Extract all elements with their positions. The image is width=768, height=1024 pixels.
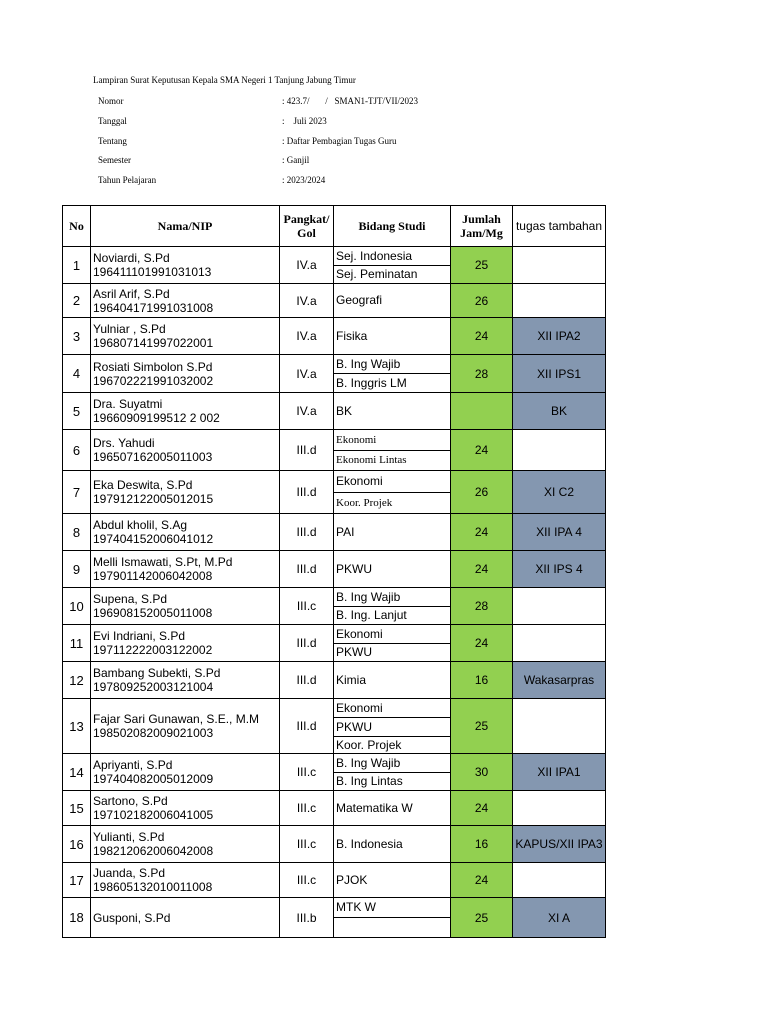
column-header-bidang: Bidang Studi (334, 206, 451, 247)
teacher-nip: 197112222003122002 (93, 643, 213, 657)
pangkat-gol: IV.a (280, 393, 334, 430)
header-field-label: Semester (98, 155, 131, 165)
table-row (63, 791, 606, 826)
jumlah-jam: 24 (451, 430, 513, 471)
teacher-name-cell (91, 318, 280, 355)
teacher-name: Drs. Yahudi (93, 436, 155, 450)
column-header-nama: Nama/NIP (91, 206, 280, 247)
teacher-name-cell (91, 284, 280, 318)
bidang-studi-item: PKWU (334, 718, 450, 737)
jumlah-jam: 24 (451, 625, 513, 662)
column-header-pangkat: Pangkat/ Gol (280, 206, 334, 247)
teacher-name: Supena, S.Pd (93, 592, 168, 606)
table-header-row (63, 206, 606, 247)
column-header-no: No (63, 206, 91, 247)
teacher-name: Asril Arif, S.Pd (93, 286, 170, 301)
pangkat-gol: III.b (280, 898, 334, 938)
teacher-name: Gusponi, S.Pd (93, 910, 171, 925)
header-field-label: Nomor (98, 96, 124, 106)
pangkat-gol: III.d (280, 625, 334, 662)
table-row (63, 699, 606, 754)
tugas-tambahan: XII IPA1 (513, 754, 606, 791)
table-row (63, 284, 606, 318)
teacher-name: Rosiati Simbolon S.Pd (93, 359, 213, 374)
teacher-name: Yulianti, S.Pd (93, 830, 165, 844)
bidang-studi-cell (334, 284, 451, 318)
pangkat-gol: III.d (280, 699, 334, 754)
bidang-studi-cell (334, 514, 451, 551)
table-row (63, 898, 606, 938)
teacher-nip: 197404152006041012 (93, 532, 214, 546)
row-number: 5 (63, 393, 91, 430)
row-number: 17 (63, 863, 91, 898)
table-row (63, 355, 606, 393)
jumlah-jam: 26 (451, 471, 513, 514)
teacher-name-cell (91, 551, 280, 588)
column-header-tugas: tugas tambahan (513, 206, 606, 247)
bidang-studi-item: BK (336, 404, 353, 418)
teacher-name-cell (91, 588, 280, 625)
table-row (63, 430, 606, 471)
row-number: 12 (63, 662, 91, 699)
bidang-studi-item (334, 918, 450, 937)
row-number: 4 (63, 355, 91, 393)
teacher-nip: 198502082009021003 (93, 726, 214, 740)
teacher-table-wrapper (62, 205, 606, 947)
bidang-studi-item: B. Ing Wajib (334, 588, 450, 607)
teacher-name-cell (91, 863, 280, 898)
teacher-nip: 197404082005012009 (93, 772, 214, 786)
tugas-tambahan: XI A (513, 898, 606, 938)
bidang-studi-item: Sej. Indonesia (334, 247, 450, 266)
bidang-studi-item: B. Ing Wajib (334, 754, 450, 773)
row-number: 18 (63, 898, 91, 938)
bidang-studi-cell (334, 471, 451, 514)
bidang-studi-cell (334, 791, 451, 826)
tugas-tambahan (513, 625, 606, 662)
pangkat-gol: IV.a (280, 318, 334, 355)
teacher-nip: 196908152005011008 (93, 606, 213, 620)
tugas-tambahan: XII IPS1 (513, 355, 606, 393)
header-field-value: : Daftar Pembagian Tugas Guru (282, 136, 397, 146)
tugas-tambahan: XII IPA2 (513, 318, 606, 355)
teacher-name-cell (91, 514, 280, 551)
bidang-studi-item: B. Inggris LM (336, 376, 407, 390)
pangkat-gol: III.d (280, 514, 334, 551)
teacher-name: Juanda, S.Pd (93, 866, 166, 880)
bidang-studi-cell (334, 588, 451, 625)
jumlah-jam (451, 393, 513, 430)
jumlah-jam: 24 (451, 318, 513, 355)
teacher-name: Fajar Sari Gunawan, S.E., M.M (93, 712, 260, 726)
bidang-studi-cell (334, 898, 451, 938)
bidang-studi-item: B. Indonesia (336, 837, 403, 851)
teacher-name: Noviardi, S.Pd (93, 251, 170, 265)
bidang-studi-cell (334, 247, 451, 284)
row-number: 11 (63, 625, 91, 662)
bidang-studi-cell (334, 625, 451, 662)
tugas-tambahan: XI C2 (513, 471, 606, 514)
table-row (63, 754, 606, 791)
tugas-tambahan: BK (513, 393, 606, 430)
table-row (63, 514, 606, 551)
table-row (63, 625, 606, 662)
teacher-nip: 196807141997022001 (93, 336, 214, 350)
bidang-studi-item: Fisika (336, 329, 368, 343)
bidang-studi-item: B. Ing. Lanjut (336, 608, 407, 622)
bidang-studi-item: PKWU (336, 562, 372, 576)
pangkat-gol: IV.a (280, 247, 334, 284)
teacher-nip: 196411101991031013 (93, 265, 212, 279)
row-number: 14 (63, 754, 91, 791)
bidang-studi-item: Ekonomi (334, 625, 450, 644)
jumlah-jam: 25 (451, 898, 513, 938)
row-number: 2 (63, 284, 91, 318)
bidang-studi-item: Ekonomi Lintas (336, 454, 407, 466)
pangkat-gol: III.c (280, 791, 334, 826)
jumlah-jam: 24 (451, 791, 513, 826)
teacher-name-cell (91, 754, 280, 791)
pangkat-gol: III.c (280, 588, 334, 625)
bidang-studi-item: B. Ing Wajib (334, 355, 450, 374)
row-number: 10 (63, 588, 91, 625)
teacher-nip: 19660909199512 2 002 (93, 411, 220, 425)
teacher-nip: 196702221991032002 (93, 373, 214, 388)
table-row (63, 662, 606, 699)
bidang-studi-item: PJOK (336, 873, 368, 887)
teacher-assignment-table (62, 205, 606, 938)
row-number: 1 (63, 247, 91, 284)
header-field-value: : 2023/2024 (282, 175, 326, 185)
row-number: 16 (63, 826, 91, 863)
tugas-tambahan (513, 430, 606, 471)
bidang-studi-item: Ekonomi (334, 699, 450, 718)
teacher-name: Evi Indriani, S.Pd (93, 629, 186, 643)
bidang-studi-item: Sej. Peminatan (336, 267, 418, 281)
tugas-tambahan: XII IPS 4 (513, 551, 606, 588)
row-number: 13 (63, 699, 91, 754)
row-number: 7 (63, 471, 91, 514)
teacher-name-cell (91, 826, 280, 863)
row-number: 6 (63, 430, 91, 471)
jumlah-jam: 25 (451, 247, 513, 284)
teacher-nip: 196507162005011003 (93, 450, 213, 464)
tugas-tambahan (513, 863, 606, 898)
teacher-name-cell (91, 699, 280, 754)
teacher-name-cell (91, 898, 280, 938)
jumlah-jam: 30 (451, 754, 513, 791)
header-title: Lampiran Surat Keputusan Kepala SMA Negeri 1 Tanjung Jabung Timur (93, 75, 356, 85)
row-number: 9 (63, 551, 91, 588)
bidang-studi-cell (334, 430, 451, 471)
pangkat-gol: III.d (280, 551, 334, 588)
row-number: 15 (63, 791, 91, 826)
teacher-name: Sartono, S.Pd (93, 794, 168, 808)
bidang-studi-item: Kimia (336, 673, 367, 687)
tugas-tambahan: XII IPA 4 (513, 514, 606, 551)
table-row (63, 318, 606, 355)
pangkat-gol: III.d (280, 430, 334, 471)
table-row (63, 471, 606, 514)
pangkat-gol: III.d (280, 662, 334, 699)
tugas-tambahan (513, 791, 606, 826)
teacher-name: Eka Deswita, S.Pd (93, 478, 193, 492)
jumlah-jam: 24 (451, 514, 513, 551)
header-field-label: Tanggal (98, 116, 127, 126)
jumlah-jam: 16 (451, 826, 513, 863)
teacher-name: Yulniar , S.Pd (93, 322, 166, 336)
header-field-value: : Ganjil (282, 155, 310, 165)
jumlah-jam: 28 (451, 355, 513, 393)
teacher-name: Melli Ismawati, S.Pt, M.Pd (93, 555, 233, 569)
table-row (63, 826, 606, 863)
bidang-studi-item: PAI (336, 525, 355, 539)
tugas-tambahan (513, 247, 606, 284)
bidang-studi-cell (334, 699, 451, 754)
jumlah-jam: 24 (451, 551, 513, 588)
bidang-studi-item: Matematika W (336, 801, 413, 815)
column-header-jumlah: Jumlah Jam/Mg (451, 206, 513, 247)
header-field-label: Tentang (98, 136, 127, 146)
pangkat-gol: III.c (280, 826, 334, 863)
teacher-name: Dra. Suyatmi (93, 397, 163, 411)
bidang-studi-cell (334, 355, 451, 393)
tugas-tambahan (513, 284, 606, 318)
jumlah-jam: 24 (451, 863, 513, 898)
table-row (63, 393, 606, 430)
teacher-nip: 196404171991031008 (93, 300, 214, 315)
bidang-studi-cell (334, 826, 451, 863)
teacher-name-cell (91, 662, 280, 699)
jumlah-jam: 26 (451, 284, 513, 318)
pangkat-gol: III.c (280, 863, 334, 898)
teacher-name-cell (91, 471, 280, 514)
teacher-nip: 197901142006042008 (93, 569, 213, 583)
bidang-studi-cell (334, 754, 451, 791)
bidang-studi-cell (334, 393, 451, 430)
header-field-value: : 423.7/ / SMAN1-TJT/VII/2023 (282, 96, 418, 106)
pangkat-gol: IV.a (280, 355, 334, 393)
tugas-tambahan (513, 588, 606, 625)
bidang-studi-cell (334, 863, 451, 898)
bidang-studi-item: MTK W (334, 898, 450, 918)
header-field-label: Tahun Pelajaran (98, 175, 157, 185)
teacher-nip: 197809252003121004 (93, 680, 214, 694)
teacher-name: Abdul kholil, S.Ag (93, 518, 188, 532)
teacher-name-cell (91, 393, 280, 430)
table-row (63, 247, 606, 284)
jumlah-jam: 16 (451, 662, 513, 699)
teacher-name: Bambang Subekti, S.Pd (93, 666, 221, 680)
teacher-nip: 197912122005012015 (93, 492, 214, 506)
table-row (63, 588, 606, 625)
tugas-tambahan: Wakasarpras (513, 662, 606, 699)
table-row (63, 863, 606, 898)
teacher-name-cell (91, 247, 280, 284)
row-number: 3 (63, 318, 91, 355)
pangkat-gol: IV.a (280, 284, 334, 318)
teacher-name: Apriyanti, S.Pd (93, 758, 173, 772)
table-row (63, 551, 606, 588)
header-field-value: : Juli 2023 (282, 116, 327, 126)
pangkat-gol: III.c (280, 754, 334, 791)
bidang-studi-item: Ekonomi (334, 471, 450, 493)
bidang-studi-item: PKWU (336, 645, 372, 659)
pangkat-gol: III.d (280, 471, 334, 514)
bidang-studi-item: Koor. Projek (336, 497, 393, 509)
teacher-name-cell (91, 430, 280, 471)
teacher-name-cell (91, 791, 280, 826)
teacher-nip: 198212062006042008 (93, 844, 214, 858)
tugas-tambahan (513, 699, 606, 754)
teacher-nip: 198605132010011008 (93, 880, 213, 894)
bidang-studi-item: B. Ing Lintas (336, 774, 403, 788)
teacher-name-cell (91, 625, 280, 662)
bidang-studi-cell (334, 551, 451, 588)
jumlah-jam: 25 (451, 699, 513, 754)
jumlah-jam: 28 (451, 588, 513, 625)
bidang-studi-cell (334, 662, 451, 699)
row-number: 8 (63, 514, 91, 551)
bidang-studi-cell (334, 318, 451, 355)
tugas-tambahan: KAPUS/XII IPA3 (513, 826, 606, 863)
bidang-studi-item: Koor. Projek (336, 738, 402, 752)
teacher-nip: 197102182006041005 (93, 808, 214, 822)
bidang-studi-item: Ekonomi (334, 430, 450, 451)
bidang-studi-item: Geografi (336, 293, 383, 307)
teacher-name-cell (91, 355, 280, 393)
